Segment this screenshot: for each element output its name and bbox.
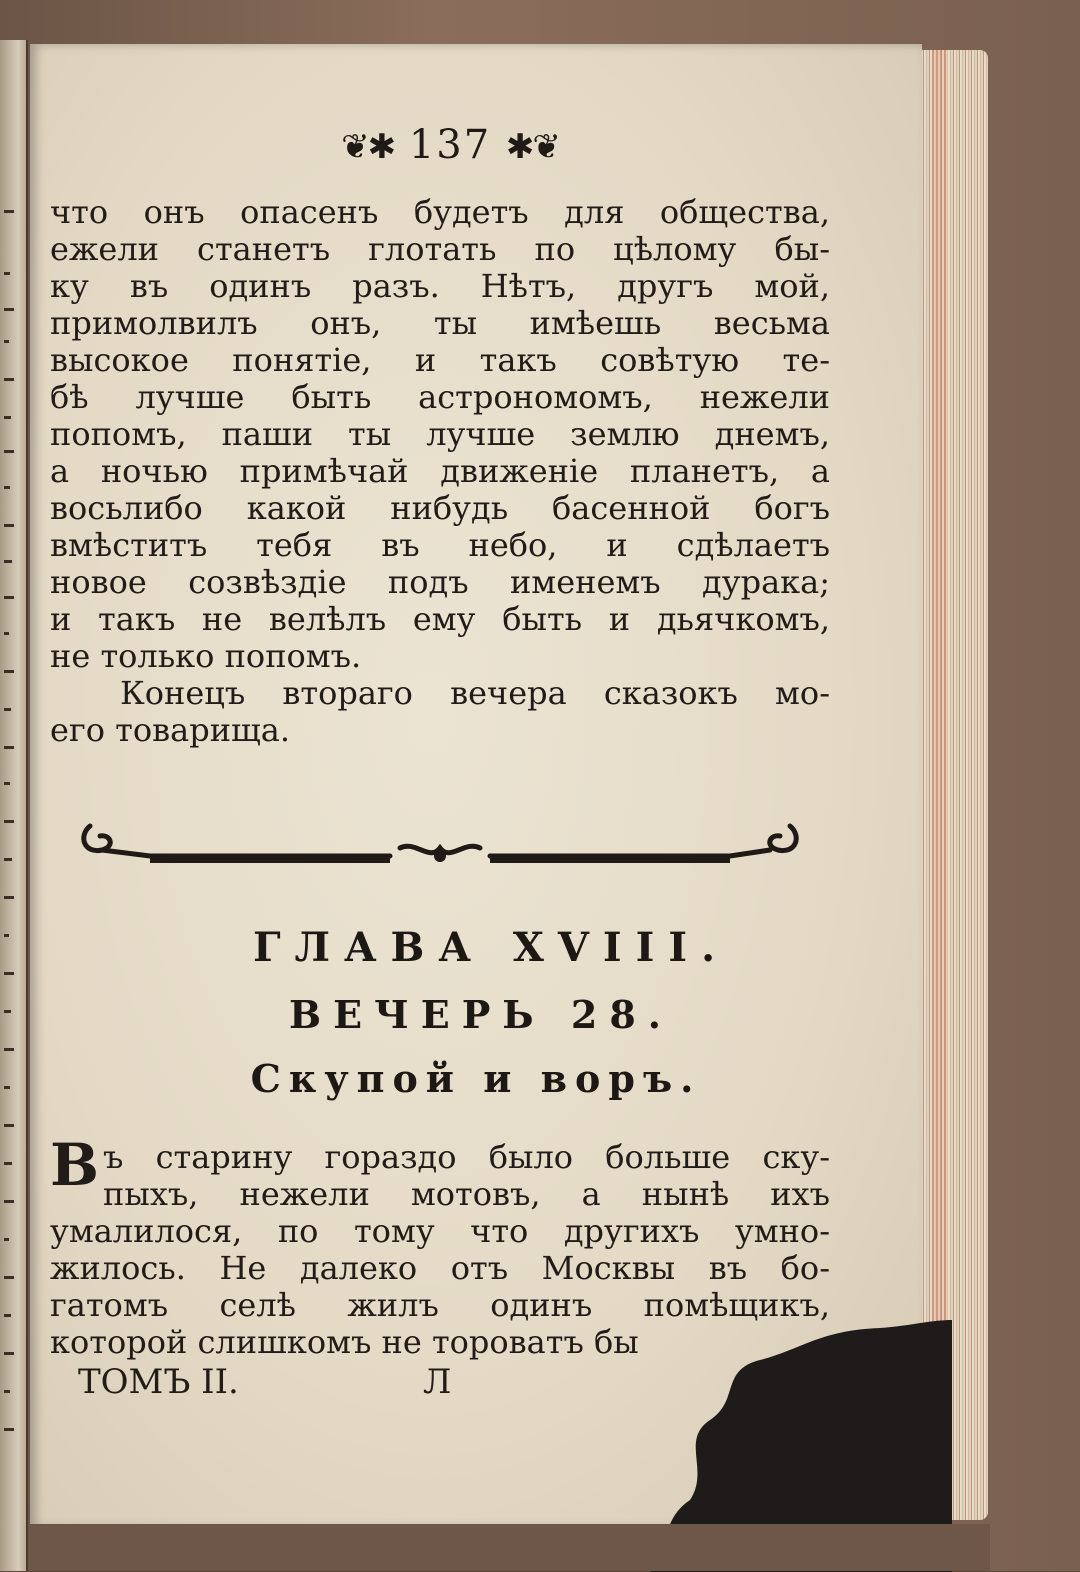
facing-page-text-fragments — [4, 40, 20, 1571]
book-page — [30, 44, 922, 1528]
volume-label: ТОМЪ II. — [78, 1362, 239, 1402]
page-block-edges — [918, 50, 988, 1520]
text-line: примолвилъ онъ, ты имѣешь весьма — [50, 304, 830, 342]
text-line: восьлибо какой нибудь басенной богъ — [50, 489, 830, 527]
text-line: бѣ лучше быть астрономомъ, нежели — [50, 378, 830, 416]
red-edge-stain — [932, 50, 948, 1520]
text-line: попомъ, паши ты лучше землю днемъ, — [50, 415, 830, 453]
text-line: вмѣститъ тебя въ небо, и сдѣлаетъ — [50, 526, 830, 564]
story-title: Скупой и воръ. — [250, 1056, 702, 1101]
text-line: которой слишкомъ не тороватъ бы — [50, 1323, 639, 1361]
evening-heading: ВЕЧЕРЬ 28. — [288, 992, 673, 1037]
text-line: ку въ одинъ разъ. Нѣтъ, другъ мой, — [50, 267, 830, 305]
text-line: жилось. Не далеко отъ Москвы въ бо- — [50, 1249, 830, 1287]
text-line: новое созвѣздіе подъ именемъ дурака; — [50, 563, 830, 601]
text-line: а ночью примѣчай движеніе планетъ, а — [50, 452, 830, 490]
text-line: что онъ опасенъ будетъ для общества, — [50, 193, 830, 231]
page-number: 137 — [408, 122, 492, 168]
text-line: умалилося, по тому что другихъ умно- — [50, 1212, 830, 1250]
text-line: пыхъ, нежели мотовъ, а нынѣ ихъ — [103, 1175, 830, 1213]
header-ornament-right: ✱❦ — [505, 127, 559, 167]
closing-line: его товарища. — [50, 711, 291, 749]
text-line: не только попомъ. — [50, 637, 362, 675]
text-line: ъ старину гораздо было больше ску- — [103, 1138, 830, 1176]
drop-cap: В — [50, 1131, 100, 1199]
closing-line: Конецъ втораго вечера сказокъ мо- — [120, 674, 830, 712]
body-paragraph — [50, 194, 830, 749]
text-line: гатомъ селѣ жилъ одинъ помѣщикъ, — [50, 1286, 830, 1324]
page-header — [270, 122, 630, 168]
text-line: и такъ не велѣлъ ему быть и дьячкомъ, — [50, 600, 830, 638]
ornamental-rule — [70, 796, 810, 866]
signature-mark: Л — [423, 1362, 452, 1402]
text-line: ежели станетъ глотать по цѣлому бы- — [50, 230, 830, 268]
text-line: высокое понятіе, и такъ совѣтую те- — [50, 341, 830, 379]
book-bottom-edge — [30, 1524, 990, 1571]
header-ornament-left: ❦✱ — [341, 127, 395, 167]
facing-page-edge — [0, 40, 28, 1571]
chapter-heading: ГЛАВА XVIII. — [252, 924, 729, 971]
